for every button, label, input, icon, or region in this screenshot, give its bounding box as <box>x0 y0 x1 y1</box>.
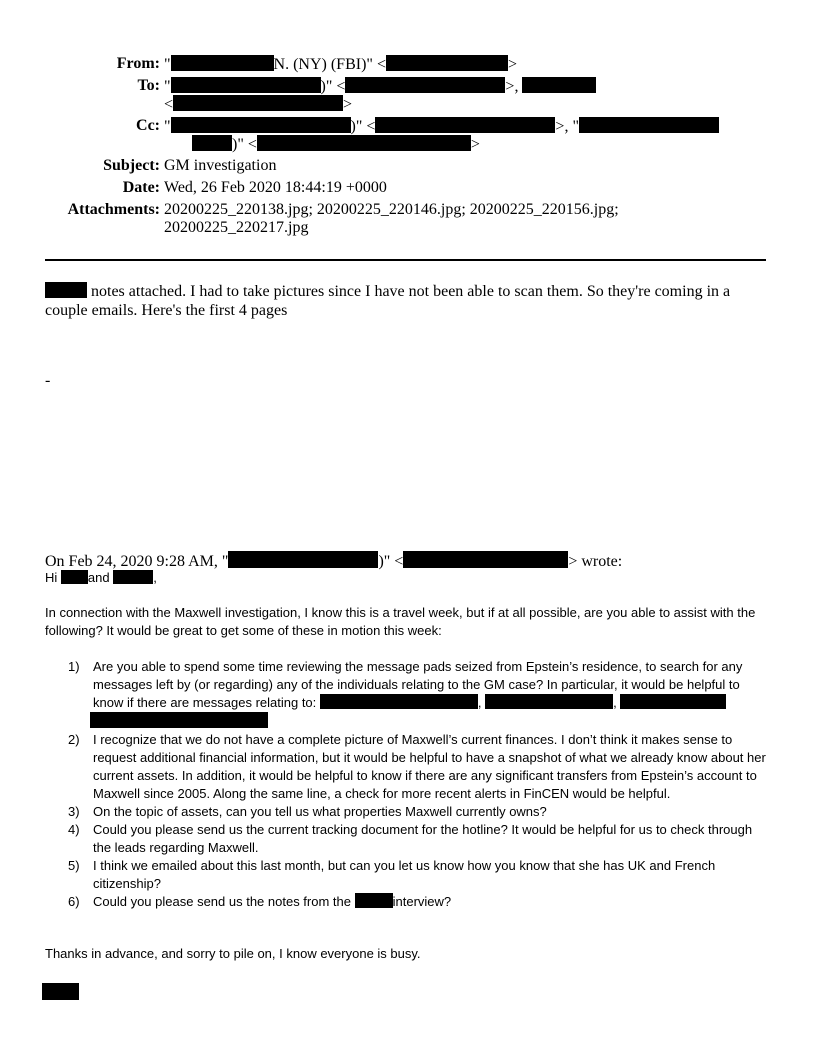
redaction-block <box>386 55 508 71</box>
list-item: 1) Are you able to spend some time reviewing the message pads seized from Epstein’s residence, to search for any messages left by (or regarding) any of the individuals relating to the GM case? In particular, it would be helpful to know if there are messages relating to: , , <box>45 658 767 731</box>
message-body <box>45 282 770 320</box>
attachments-value-line1: 20200225_220138.jpg; 20200225_220146.jpg; 20200225_220156.jpg; <box>164 201 619 218</box>
attachments-value-line2: 20200225_220217.jpg <box>164 219 309 236</box>
redaction-block <box>171 117 351 133</box>
quoted-intro: On Feb 24, 2020 9:28 AM, " )" < > wrote: <box>45 553 623 570</box>
redaction-block <box>485 694 613 709</box>
redaction-block <box>320 694 478 709</box>
redaction-block <box>579 117 719 133</box>
list-item: 2) I recognize that we do not have a complete picture of Maxwell’s current finances. I don’t think it makes sense to request additional financial information, but it would be helpful to have a snapshot of what we already know about her current assets. In addition, it would be helpful to know if there are any significant transfers from Epstein’s account to Maxwell since 2005. Along the same line, a check for more recent alerts in FinCEN would be helpful. <box>68 732 766 801</box>
list-item: 3) On the topic of assets, can you tell us what properties Maxwell currently owns? <box>68 804 547 819</box>
list-item: 6) Could you please send us the notes from the interview? <box>68 894 452 909</box>
header-divider <box>45 259 766 261</box>
redaction-block <box>171 55 274 71</box>
redaction-block <box>113 570 153 584</box>
from-value: " N. (NY) (FBI)" < > <box>164 56 517 73</box>
signature-redaction <box>42 983 79 1000</box>
from-label: From: <box>116 55 160 72</box>
cc-value: " )" < >, " <box>164 117 719 136</box>
subject-value: GM investigation <box>164 157 277 174</box>
redaction-block <box>171 77 321 93</box>
redaction-block <box>61 570 88 584</box>
to-label: To: <box>137 77 160 94</box>
message-line-2: couple emails. Here's the first 4 pages <box>45 302 288 319</box>
message-dash: - <box>45 372 51 389</box>
quoted-greeting: Hi and , <box>45 570 157 585</box>
redaction-block <box>522 77 596 93</box>
list-item: 5) I think we emailed about this last month, but can you let us know how you know that she has UK and French citizenship? <box>68 858 716 891</box>
quoted-closing: Thanks in advance, and sorry to pile on, I know everyone is busy. <box>45 946 421 961</box>
redaction-block <box>345 77 505 93</box>
to-value-line2: < > <box>164 96 353 113</box>
cc-value-line2: )" < > <box>192 135 480 154</box>
redaction-block <box>90 712 268 728</box>
redaction-block <box>620 694 726 709</box>
message-line-1: notes attached. I had to take pictures since I have not been able to scan them. So they're coming in a <box>45 282 770 301</box>
redaction-block <box>228 551 378 568</box>
redaction-block <box>375 117 555 133</box>
to-value: " )" < >, <box>164 77 596 96</box>
redaction-block <box>355 893 393 908</box>
redaction-block <box>403 551 568 568</box>
redaction-block <box>45 282 87 298</box>
redaction-block <box>192 135 232 151</box>
item-1-redaction-line <box>90 712 767 731</box>
subject-label: Subject: <box>103 157 160 174</box>
date-label: Date: <box>122 179 160 196</box>
request-list <box>45 658 767 911</box>
redaction-block <box>257 135 471 151</box>
list-item: 4) Could you please send us the current tracking document for the hotline? It would be helpful for us to check through the leads regarding Maxwell. <box>68 822 753 855</box>
cc-label: Cc: <box>136 117 160 134</box>
redaction-block <box>173 95 343 111</box>
date-value: Wed, 26 Feb 2020 18:44:19 +0000 <box>164 179 387 196</box>
attachments-label: Attachments: <box>67 201 160 218</box>
quoted-paragraph-1: In connection with the Maxwell investigation, I know this is a travel week, but if at all possible, are you able to assist with the following? It would be great to get some of these in motion this week: <box>45 605 756 638</box>
